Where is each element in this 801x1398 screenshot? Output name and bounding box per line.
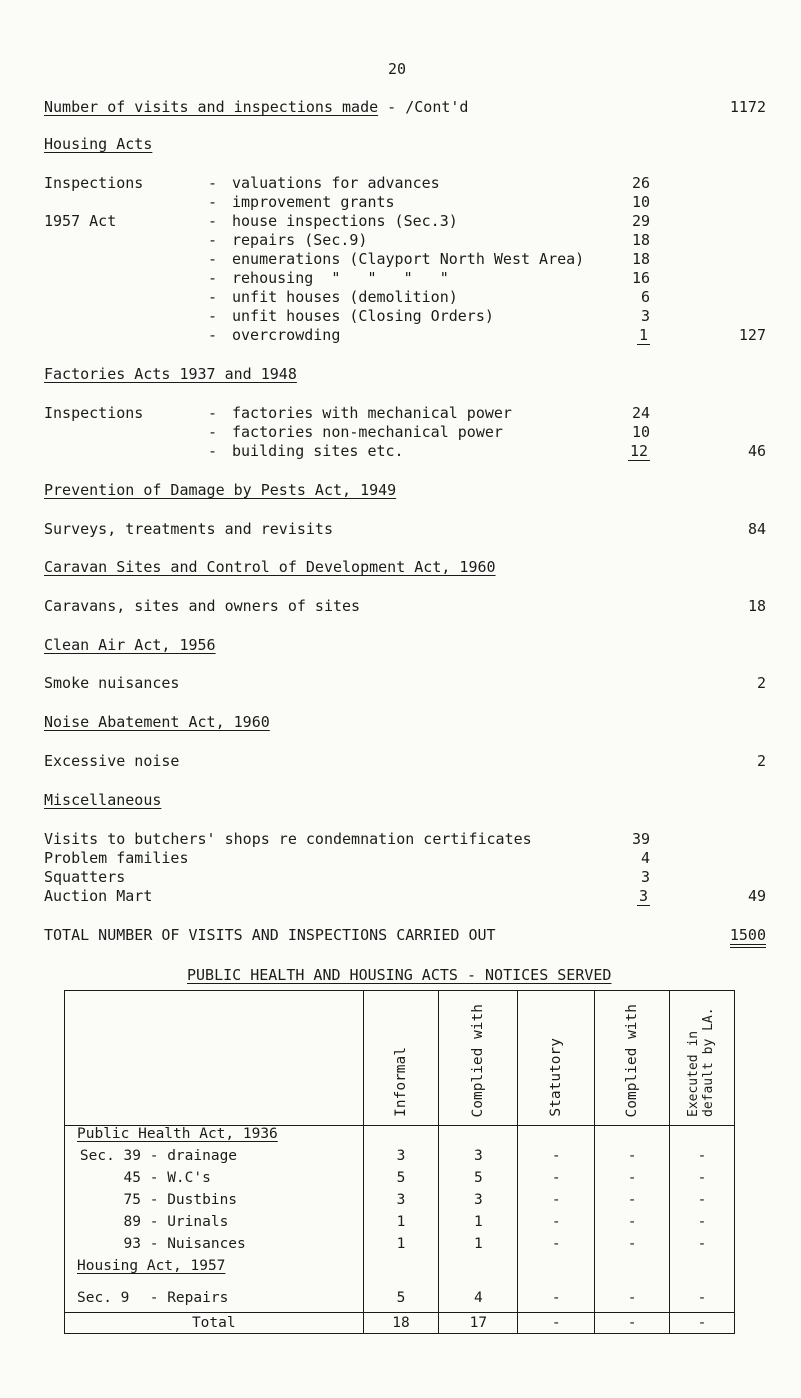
- housing-item: house inspections (Sec.3): [232, 212, 458, 230]
- col-header: Complied with: [439, 991, 518, 1126]
- housing-value: 1: [638, 326, 648, 344]
- pests-value: 84: [747, 520, 766, 538]
- housing-value: 18: [631, 231, 650, 249]
- clean-air-heading: Clean Air Act, 1956: [44, 636, 216, 654]
- notices-title: PUBLIC HEALTH AND HOUSING ACTS - NOTICES SERVED: [187, 966, 612, 984]
- housing-item: valuations for advances: [232, 174, 440, 192]
- table-row: Sec. 39 - drainage 3 3 - - -: [65, 1148, 735, 1170]
- pests-heading: Prevention of Damage by Pests Act, 1949: [44, 481, 397, 499]
- col-header: Informal: [363, 991, 439, 1126]
- pests-line: Surveys, treatments and revisits: [44, 520, 333, 538]
- misc-value: 4: [640, 849, 650, 867]
- total-row: Total 18 17 - - -: [65, 1313, 735, 1334]
- factories-item: factories with mechanical power: [232, 404, 512, 422]
- factories-value: 24: [631, 404, 650, 422]
- misc-heading: Miscellaneous: [44, 791, 162, 809]
- factories-total: 46: [747, 442, 766, 460]
- housing-total: 127: [738, 326, 766, 344]
- housing-inspections-label: Inspections: [44, 174, 144, 192]
- housing-value: 6: [640, 288, 650, 306]
- housing-item: improvement grants: [232, 193, 395, 211]
- table-row: 45 - W.C's 5 5 - - -: [65, 1170, 735, 1192]
- grand-total-label: TOTAL NUMBER OF VISITS AND INSPECTIONS CARRIED OUT: [44, 926, 496, 944]
- housing-item: repairs (Sec.9): [232, 231, 368, 249]
- col-header: Executed in default by LA.: [670, 991, 735, 1126]
- page-heading: [44, 100, 468, 115]
- page-number: 20: [388, 60, 407, 78]
- housing-value: 26: [631, 174, 650, 192]
- caravan-value: 18: [747, 597, 766, 615]
- noise-line: Excessive noise: [44, 752, 180, 770]
- notices-table: [64, 990, 735, 1334]
- col-header: Statutory: [518, 991, 595, 1126]
- housing-value: 3: [640, 307, 650, 325]
- caravan-line: Caravans, sites and owners of sites: [44, 597, 361, 615]
- housing-item: unfit houses (demolition): [232, 288, 458, 306]
- misc-value: 39: [631, 830, 650, 848]
- col-header: Complied with: [595, 991, 670, 1126]
- caravan-heading: Caravan Sites and Control of Development Act, 1960: [44, 558, 496, 576]
- section-heading: Public Health Act, 1936: [77, 1126, 278, 1142]
- misc-value: 3: [640, 868, 650, 886]
- housing-item: enumerations (Clayport North West Area): [232, 250, 585, 268]
- misc-value: 3: [638, 887, 648, 905]
- housing-act-1957-label: 1957 Act: [44, 212, 117, 230]
- clean-air-line: Smoke nuisances: [44, 674, 180, 692]
- misc-item: Squatters: [44, 868, 126, 886]
- page-heading-title: Number of visits and inspections made: [44, 98, 379, 116]
- factories-value: 10: [631, 423, 650, 441]
- clean-air-value: 2: [756, 674, 766, 692]
- section-heading: Housing Act, 1957: [77, 1258, 226, 1274]
- housing-value: 29: [631, 212, 650, 230]
- housing-value: 16: [631, 269, 650, 287]
- table-row: 93 - Nuisances 1 1 - - -: [65, 1236, 735, 1258]
- factories-value: 12: [629, 442, 648, 460]
- carried-total: 1172: [729, 98, 766, 116]
- misc-total: 49: [747, 887, 766, 905]
- housing-value: 18: [631, 250, 650, 268]
- housing-item: unfit houses (Closing Orders): [232, 307, 494, 325]
- misc-item: Visits to butchers' shops re condemnation certificates: [44, 830, 532, 848]
- grand-total-value: 1500: [730, 928, 766, 948]
- page-heading-suffix: - /Cont'd: [378, 98, 469, 116]
- notices-blank-header: [65, 991, 364, 1126]
- misc-item: Auction Mart: [44, 887, 153, 905]
- factories-acts-heading: Factories Acts 1937 and 1948: [44, 365, 297, 383]
- housing-item: rehousing " " " ": [232, 269, 449, 287]
- housing-item: overcrowding: [232, 326, 341, 344]
- factories-item: building sites etc.: [232, 442, 404, 460]
- factories-inspections-label: Inspections: [44, 404, 144, 422]
- housing-acts-heading: Housing Acts: [44, 135, 153, 153]
- table-row: Sec. 9 - Repairs 5 4 - - -: [65, 1280, 735, 1313]
- misc-item: Problem families: [44, 849, 189, 867]
- table-row: 75 - Dustbins 3 3 - - -: [65, 1192, 735, 1214]
- factories-item: factories non-mechanical power: [232, 423, 503, 441]
- noise-heading: Noise Abatement Act, 1960: [44, 713, 270, 731]
- table-row: 89 - Urinals 1 1 - - -: [65, 1214, 735, 1236]
- housing-value: 10: [631, 193, 650, 211]
- noise-value: 2: [756, 752, 766, 770]
